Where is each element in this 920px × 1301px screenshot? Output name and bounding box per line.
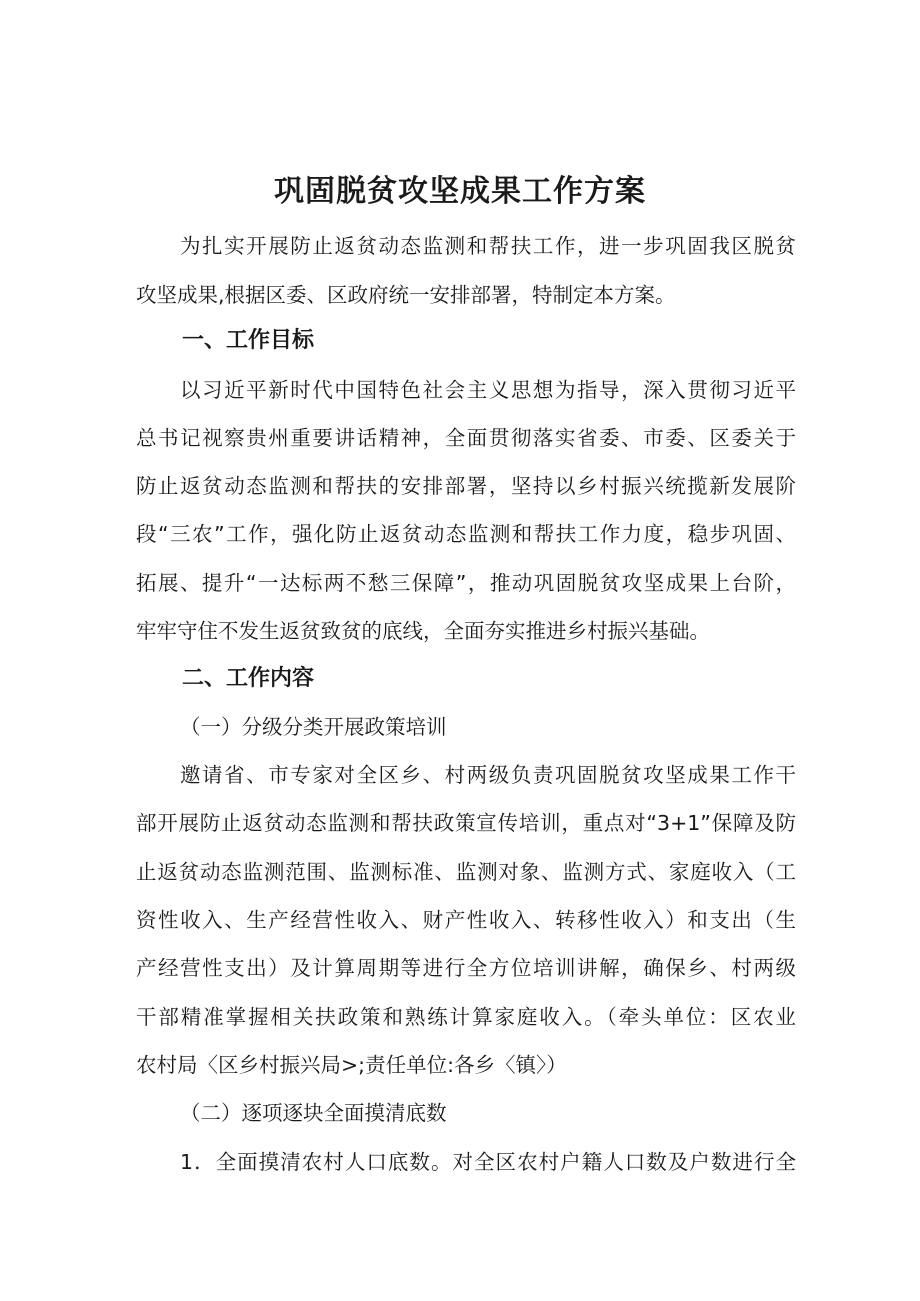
section-1-line-2: 总书记视察贵州重要讲话精神，全面贯彻落实省委、市委、区委关于 xyxy=(136,426,796,450)
section-1-line-5: 拓展、提升“一达标两不愁三保障”，推动巩固脱贫攻坚成果上台阶， xyxy=(136,571,796,595)
section-2-heading: 二、工作内容 xyxy=(182,666,315,691)
subsection-1-line-6: 干部精准掌握相关扶政策和熟练计算家庭收入。（牵头单位：区农业 xyxy=(136,1005,796,1029)
subsection-1-line-1: 邀请省、市专家对全区乡、村两级负责巩固脱贫攻坚成果工作干 xyxy=(180,763,796,787)
subsection-1-line-3: 止返贫动态监测范围、监测标准、监测对象、监测方式、家庭收入（工 xyxy=(136,860,796,884)
subsection-1-heading: （一）分级分类开展政策培训 xyxy=(180,715,447,739)
subsection-2-heading: （二）逐项逐块全面摸清底数 xyxy=(180,1101,447,1125)
subsection-1-line-2: 部开展防止返贫动态监测和帮扶政策宣传培训，重点对“3+1”保障及防 xyxy=(136,811,796,835)
section-1-line-4: 段“三农”工作，强化防止返贫动态监测和帮扶工作力度，稳步巩固、 xyxy=(136,522,796,546)
intro-line-2: 攻坚成果,根据区委、区政府统一安排部署，特制定本方案。 xyxy=(136,283,676,307)
subsection-1-line-5: 产经营性支出）及计算周期等进行全方位培训讲解，确保乡、村两级 xyxy=(136,956,796,980)
intro-line-1: 为扎实开展防止返贫动态监测和帮扶工作，进一步巩固我区脱贫 xyxy=(180,234,796,258)
section-1-heading: 一、工作目标 xyxy=(182,328,315,353)
section-1-line-6: 牢牢守住不发生返贫致贫的底线，全面夯实推进乡村振兴基础。 xyxy=(136,619,710,643)
document-title: 巩固脱贫攻坚成果工作方案 xyxy=(274,174,646,210)
section-1-line-3: 防止返贫动态监测和帮扶的安排部署，坚持以乡村振兴统揽新发展阶 xyxy=(136,474,796,498)
subsection-1-line-4: 资性收入、生产经营性收入、财产性收入、转移性收入）和支出（生 xyxy=(136,908,796,932)
subsection-1-line-7: 农村局〈区乡村振兴局>;责任单位:各乡〈镇〉） xyxy=(136,1053,567,1077)
section-1-line-1: 以习近平新时代中国特色社会主义思想为指导，深入贯彻习近平 xyxy=(180,378,796,402)
subsection-2-line-1: 1．全面摸清农村人口底数。对全区农村户籍人口数及户数进行全 xyxy=(180,1150,796,1174)
